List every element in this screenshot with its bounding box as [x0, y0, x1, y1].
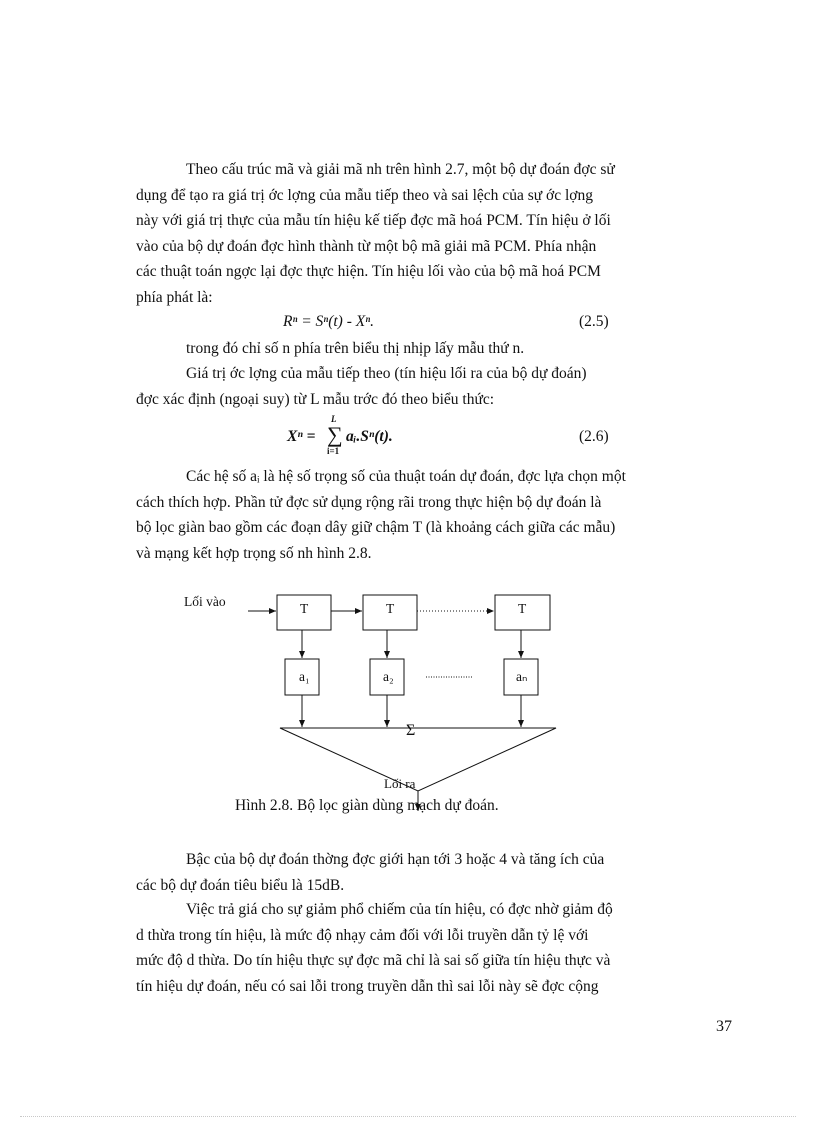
p1-line-3: này với giá trị thực của mẫu tín hiệu kế tiếp đợc mã hoá PCM. Tín hiệu ở lối: [136, 212, 611, 229]
delay-label-1: T: [300, 601, 309, 616]
paragraph-3: [136, 361, 740, 412]
input-label: Lối vào: [184, 594, 226, 609]
equation-2-5-number: (2.5): [579, 313, 609, 330]
p6-line-2: d thừa trong tín hiệu, là mức độ nhạy cảm đối với lỗi truyền dẫn tỷ lệ với: [136, 926, 589, 944]
p1-line-5: các thuật toán ngợc lại đợc thực hiện. Tín hiệu lối vào của bộ mã hoá PCM: [136, 263, 601, 280]
page-number: 37: [716, 1018, 732, 1035]
equation-2-5: Rⁿ = Sⁿ(t) - Xⁿ.: [283, 313, 374, 330]
p1-line-2: dụng để tạo ra giá trị ớc lợng của mẫu tiếp theo và sai lệch của sự ớc lợng: [136, 186, 593, 204]
delay-label-2: T: [386, 601, 395, 616]
p5-line-2: các bộ dự đoán tiêu biểu là 15dB.: [136, 876, 345, 894]
summing-triangle: [280, 728, 556, 791]
sum-symbol: Σ: [406, 722, 416, 739]
equation-2-6-sum-bottom: i=1: [327, 446, 340, 456]
p4-line-4: và mạng kết hợp trọng số nh hình 2.8.: [136, 544, 372, 562]
lattice-filter-diagram: [170, 585, 600, 815]
coef-label-3: aₙ: [516, 669, 528, 684]
equation-2-6-sigma: ∑: [327, 422, 343, 447]
p5-line-1: Bậc của bộ dự đoán thờng đợc giới hạn tới 3 hoặc 4 và tăng ích của: [186, 851, 605, 868]
paragraph-1: [136, 157, 740, 310]
p3-line-1: Giá trị ớc lợng của mẫu tiếp theo (tín hiệu lối ra của bộ dự đoán): [186, 365, 587, 382]
equation-2-6-number: (2.6): [579, 428, 609, 445]
paragraph-2: trong đó chỉ số n phía trên biểu thị nhịp lấy mẫu thứ n.: [186, 340, 525, 357]
paragraph-4: [136, 464, 740, 566]
p6-line-4: tín hiệu dự đoán, nếu có sai lỗi trong truyền dẫn thì sai lỗi này sẽ đợc cộng: [136, 977, 599, 995]
p4-line-1: Các hệ số aᵢ là hệ số trọng số của thuật toán dự đoán, đợc lựa chọn một: [186, 468, 626, 485]
equation-2-6-rhs: aᵢ.Sⁿ(t).: [346, 428, 393, 445]
equation-2-6-sum-top: L: [331, 414, 337, 424]
p1-line-4: vào của bộ dự đoán đợc hình thành từ một bộ mã giải mã PCM. Phía nhận: [136, 237, 597, 255]
p3-line-2: đợc xác định (ngoại suy) từ L mẫu trớc đó theo biểu thức:: [136, 390, 495, 408]
p4-line-3: bộ lọc giàn bao gồm các đoạn dây giữ chậm T (là khoảng cách giữa các mẫu): [136, 519, 616, 536]
paragraph-6: [136, 897, 740, 999]
p1-line-1: Theo cấu trúc mã và giải mã nh trên hình 2.7, một bộ dự đoán đợc sử: [186, 161, 615, 178]
p6-line-1: Việc trả giá cho sự giảm phổ chiếm của tín hiệu, có đợc nhờ giảm độ: [186, 901, 613, 918]
output-label: Lối ra: [384, 776, 416, 791]
p1-line-6: phía phát là:: [136, 288, 213, 306]
delay-label-3: T: [518, 601, 527, 616]
footer-divider: [20, 1116, 796, 1117]
coef-label-2: a₂: [383, 669, 394, 684]
figure-caption: Hình 2.8. Bộ lọc giàn dùng mạch dự đoán.: [235, 797, 499, 814]
p4-line-2: cách thích hợp. Phần tử đợc sử dụng rộng rãi trong thực hiện bộ dự đoán là: [136, 493, 602, 511]
equation-2-6-lhs: Xⁿ =: [287, 428, 316, 445]
p6-line-3: mức độ d thừa. Do tín hiệu thực sự đợc mã chỉ là sai số giữa tín hiệu thực và: [136, 952, 611, 969]
coef-label-1: a₁: [299, 669, 310, 684]
paragraph-5: [136, 847, 740, 898]
